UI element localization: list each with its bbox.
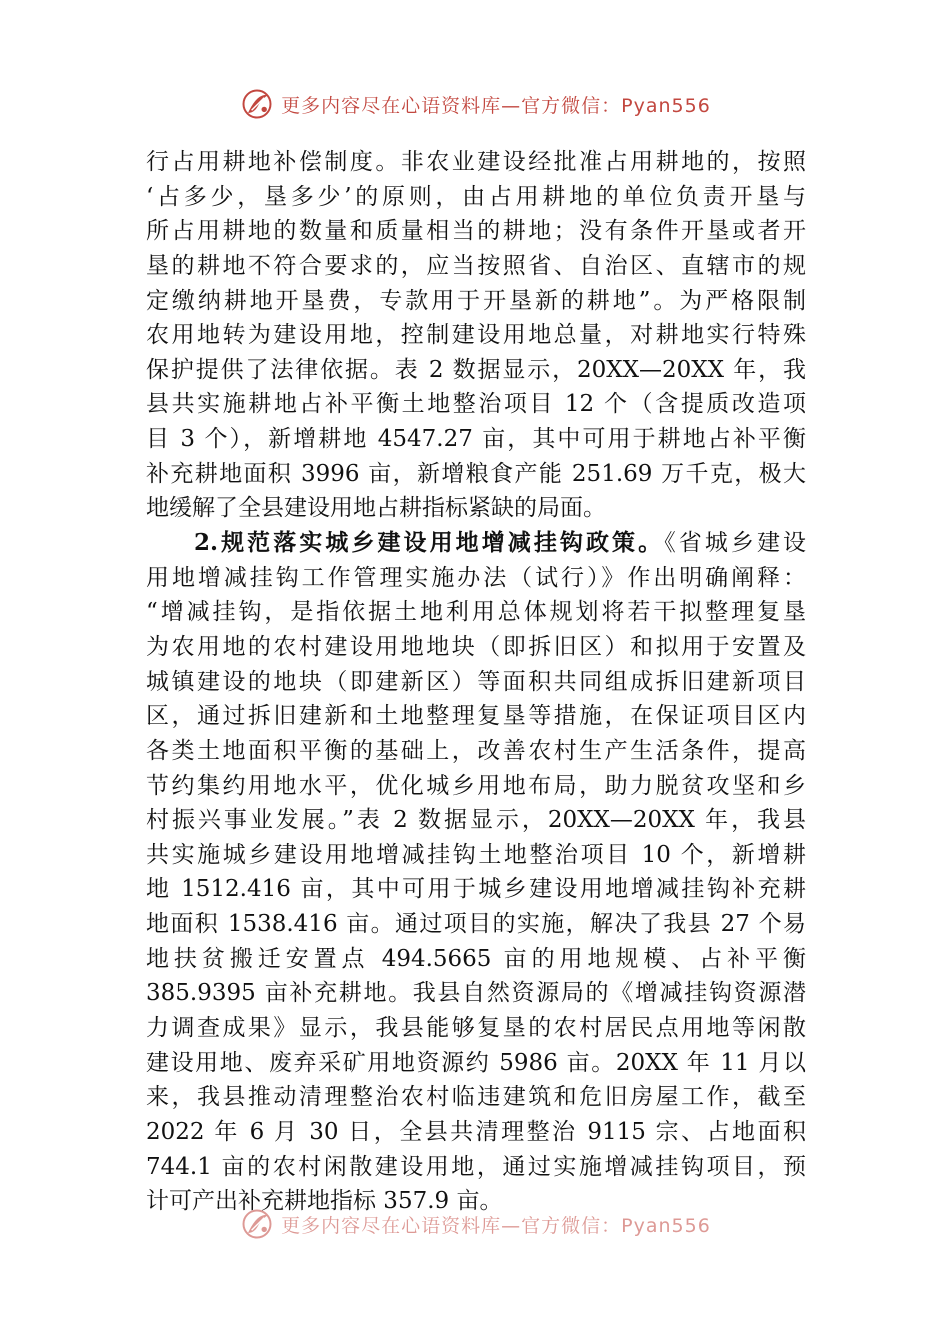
- text-line: 补充耕地面积 3996 亩，新增粮食产能 251.69 万千克，极大: [146, 460, 806, 487]
- text-line: 县共实施耕地占补平衡土地整治项目 12 个（含提质改造项: [146, 391, 806, 418]
- text-line: 建设用地、废弃采矿用地资源约 5986 亩。20XX 年 11 月以: [146, 1049, 806, 1076]
- text-line: 地缓解了全县建设用地占耕指标紧缺的局面。: [146, 495, 606, 522]
- text-line: 保护提供了法律依据。表 2 数据显示，20XX—20XX 年，我: [146, 356, 806, 383]
- text-line: 计可产出补充耕地指标 357.9 亩。: [146, 1188, 503, 1215]
- text-line: 城镇建设的地块（即建新区）等面积共同组成拆旧建新项目: [146, 668, 806, 695]
- paragraph-2: [146, 526, 806, 1219]
- document-body: [146, 145, 806, 1219]
- text-line: 来，我县推动清理整治农村临违建筑和危旧房屋工作，截至: [146, 1084, 806, 1111]
- text-line: 共实施城乡建设用地增减挂钩土地整治项目 10 个，新增耕: [146, 841, 806, 868]
- text-line: 村振兴事业发展。”表 2 数据显示，20XX—20XX 年，我县: [146, 807, 806, 834]
- text-line: 所占用耕地的数量和质量相当的耕地；没有条件开垦或者开: [146, 218, 806, 245]
- text-line: [146, 526, 806, 561]
- text-line: 744.1 亩的农村闲散建设用地，通过实施增减挂钩项目，预: [146, 1153, 806, 1180]
- text-line: 垦的耕地不符合要求的，应当按照省、自治区、直辖市的规: [146, 252, 806, 279]
- text-line: 地扶贫搬迁安置点 494.5665 亩的用地规模、占补平衡: [146, 945, 806, 972]
- text-line: 目 3 个），新增耕地 4547.27 亩，其中可用于耕地占补平衡: [146, 426, 806, 453]
- text-line: 地面积 1538.416 亩。通过项目的实施，解决了我县 27 个易: [146, 911, 806, 938]
- text-line: 节约集约用地水平，优化城乡用地布局，助力脱贫攻坚和乡: [146, 772, 806, 799]
- paragraph-1: [146, 145, 806, 526]
- text-line: 各类土地面积平衡的基础上，改善农村生产生活条件，提高: [146, 737, 806, 764]
- text-line: 用地增减挂钩工作管理实施办法（试行）》作出明确阐释：: [146, 564, 806, 591]
- text-line: 地 1512.416 亩，其中可用于城乡建设用地增减挂钩补充耕: [146, 876, 806, 903]
- text-line: 区，通过拆旧建新和土地整理复垦等措施，在保证项目区内: [146, 703, 806, 730]
- text-line: “增减挂钩，是指依据土地利用总体规划将若干拟整理复垦: [146, 599, 806, 626]
- watermark-text: 更多内容尽在心语资料库—官方微信：Pyan556: [281, 94, 711, 117]
- text-line: 为农用地的农村建设用地地块（即拆旧区）和拟用于安置及: [146, 633, 806, 660]
- heading-continuation: 《省城乡建设: [664, 530, 807, 557]
- text-line: 农用地转为建设用地，控制建设用地总量，对耕地实行特殊: [146, 322, 806, 349]
- text-line: 定缴纳耕地开垦费，专款用于开垦新的耕地”。为严格限制: [146, 287, 806, 314]
- watermark-header: [0, 84, 950, 124]
- text-line: 2022 年 6 月 30 日，全县共清理整治 9115 宗、占地面积: [146, 1118, 806, 1145]
- text-line: 385.9395 亩补充耕地。我县自然资源局的《增减挂钩资源潜: [146, 980, 806, 1007]
- logo-icon: [239, 86, 275, 122]
- section-heading: 2.规范落实城乡建设用地增减挂钩政策。: [194, 529, 665, 557]
- watermark-text: 更多内容尽在心语资料库—官方微信：Pyan556: [281, 1214, 711, 1237]
- logo-icon: [239, 1206, 275, 1242]
- text-line: ‘占多少，垦多少’的原则，由占用耕地的单位负责开垦与: [146, 183, 806, 210]
- watermark-footer: [0, 1204, 950, 1244]
- text-line: 力调查成果》显示，我县能够复垦的农村居民点用地等闲散: [146, 1015, 806, 1042]
- text-line: 行占用耕地补偿制度。非农业建设经批准占用耕地的，按照: [146, 149, 806, 175]
